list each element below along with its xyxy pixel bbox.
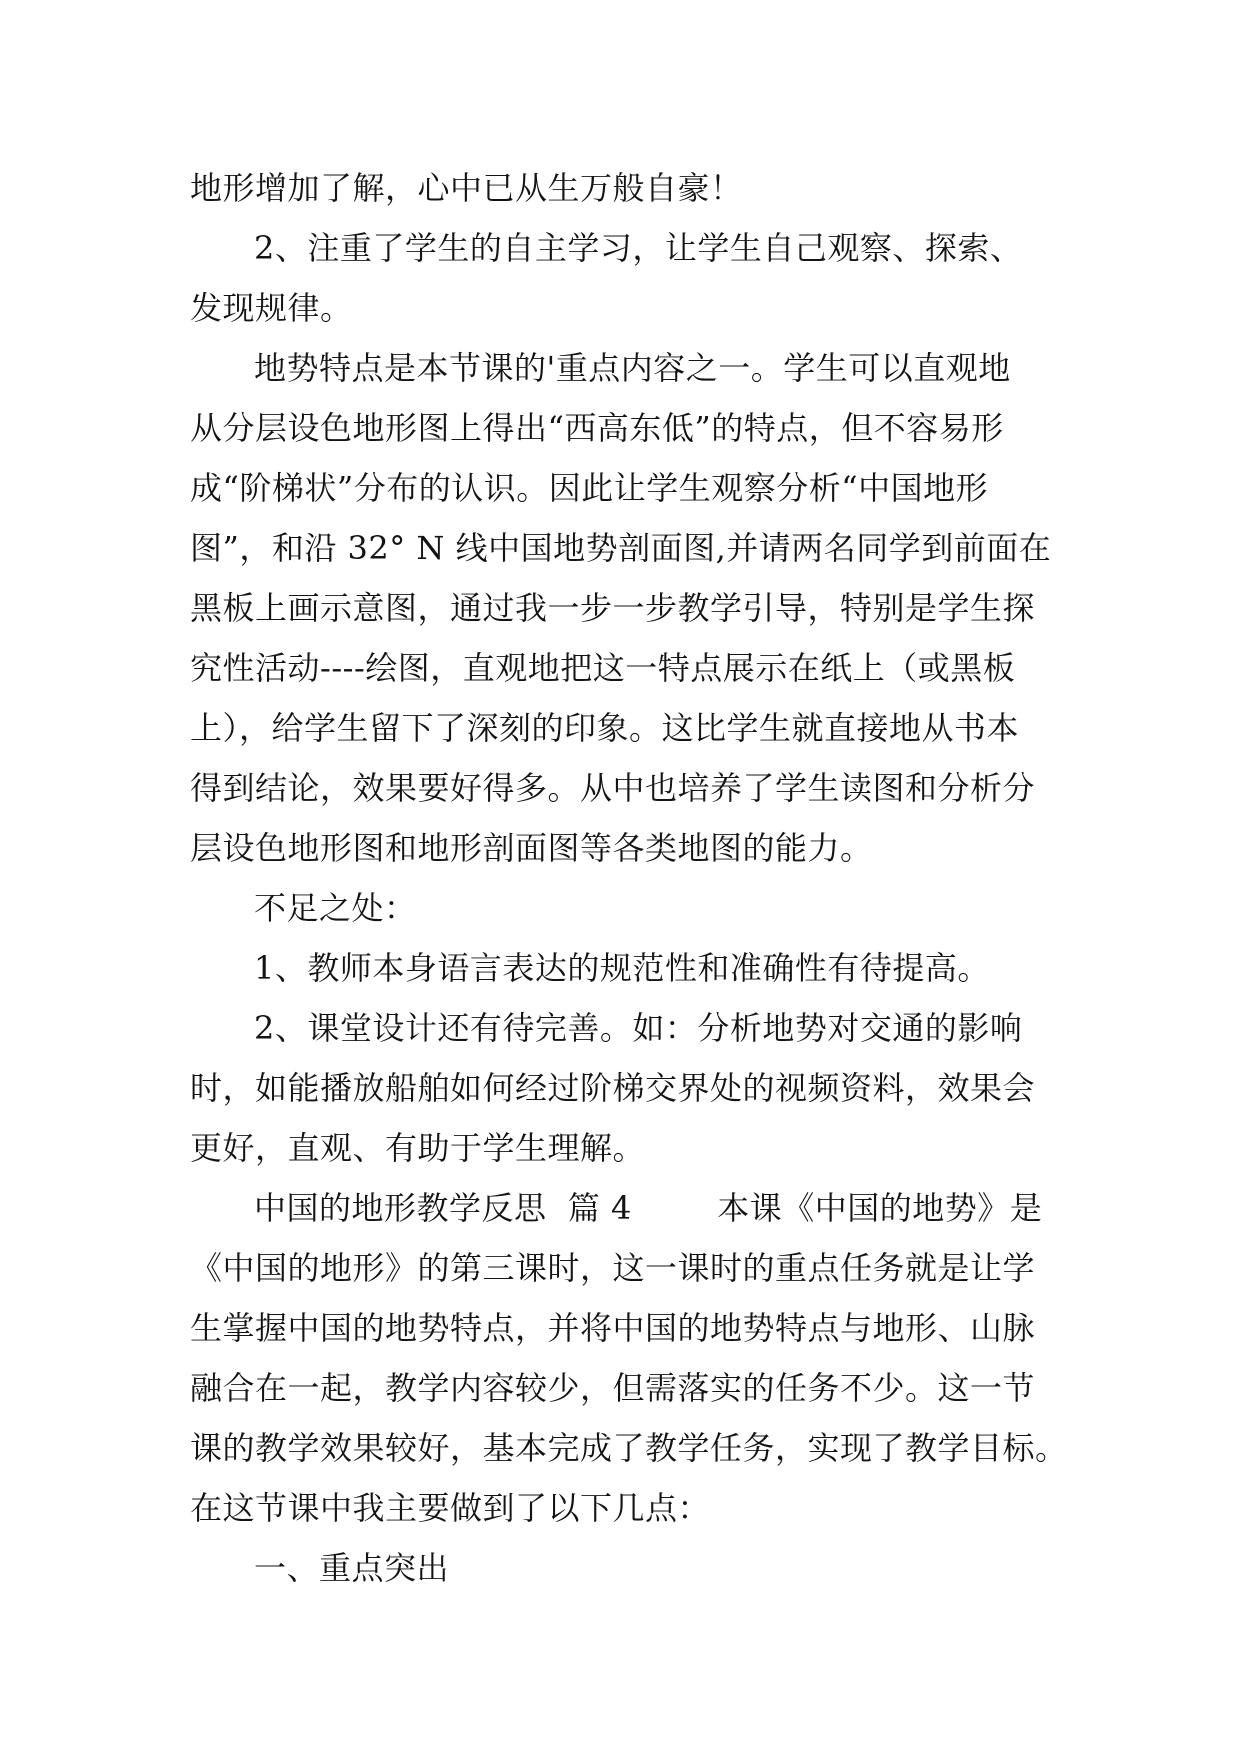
- text-line: 不足之处：: [254, 889, 417, 927]
- paragraph-continuation: [190, 158, 1050, 218]
- text-line: 更好，直观、有助于学生理解。: [190, 1129, 646, 1167]
- text-line: 成“阶梯状”分布的认识。因此让学生观察分析“中国地形: [190, 469, 989, 507]
- text-line: 课的教学效果较好，基本完成了教学任务，实现了教学目标。: [190, 1429, 1068, 1467]
- text-line: 2、课堂设计还有待完善。如：分析地势对交通的影响: [254, 1009, 1023, 1047]
- paragraph-point-2: [190, 218, 1050, 338]
- text-line: 地势特点是本节课的'重点内容之一。学生可以直观地: [254, 349, 1011, 387]
- text-line: 融合在一起，教学内容较少，但需落实的任务不少。这一节: [190, 1369, 1036, 1407]
- text-line: 究性活动----绘图，直观地把这一特点展示在纸上（或黑板: [190, 649, 1016, 687]
- text-line: 上），给学生留下了深刻的印象。这比学生就直接地从书本: [190, 709, 1020, 747]
- paragraph-shortcoming-1: [190, 938, 1050, 998]
- text-line: 发现规律。: [190, 289, 353, 327]
- text-line: 黑板上画示意图，通过我一步一步教学引导，特别是学生探: [190, 589, 1036, 627]
- text-line: 1、教师本身语言表达的规范性和准确性有待提高。: [254, 949, 990, 987]
- text-line: 时，如能播放船舶如何经过阶梯交界处的视频资料，效果会: [190, 1069, 1036, 1107]
- text-line: 2、注重了学生的自主学习，让学生自己观察、探索、: [254, 229, 1023, 267]
- text-line: 地形增加了解，心中已从生万般自豪！: [190, 169, 743, 207]
- text-line: 《中国的地形》的第三课时，这一课时的重点任务就是让学: [190, 1249, 1036, 1287]
- text-line: 一、重点突出: [254, 1549, 450, 1587]
- paragraph-terrain-features: [190, 338, 1050, 878]
- text-line: 图”，和沿 32° N 线中国地势剖面图,并请两名同学到前面在: [190, 529, 1052, 567]
- paragraph-reflection-4: [190, 1178, 1068, 1538]
- document-body: [190, 158, 1068, 1598]
- paragraph-shortcoming-2: [190, 998, 1050, 1178]
- text-line: 中国的地形教学反思 篇 4 本课《中国的地势》是: [254, 1189, 1043, 1227]
- text-line: 层设色地形图和地形剖面图等各类地图的能力。: [190, 829, 873, 867]
- paragraph-section-heading: [190, 1538, 1050, 1598]
- text-line: 得到结论，效果要好得多。从中也培养了学生读图和分析分: [190, 769, 1036, 807]
- text-line: 在这节课中我主要做到了以下几点：: [190, 1489, 711, 1527]
- paragraph-shortcomings-heading: [190, 878, 1050, 938]
- text-line: 从分层设色地形图上得出“西高东低”的特点，但不容易形: [190, 409, 1004, 447]
- text-line: 生掌握中国的地势特点，并将中国的地势特点与地形、山脉: [190, 1309, 1036, 1347]
